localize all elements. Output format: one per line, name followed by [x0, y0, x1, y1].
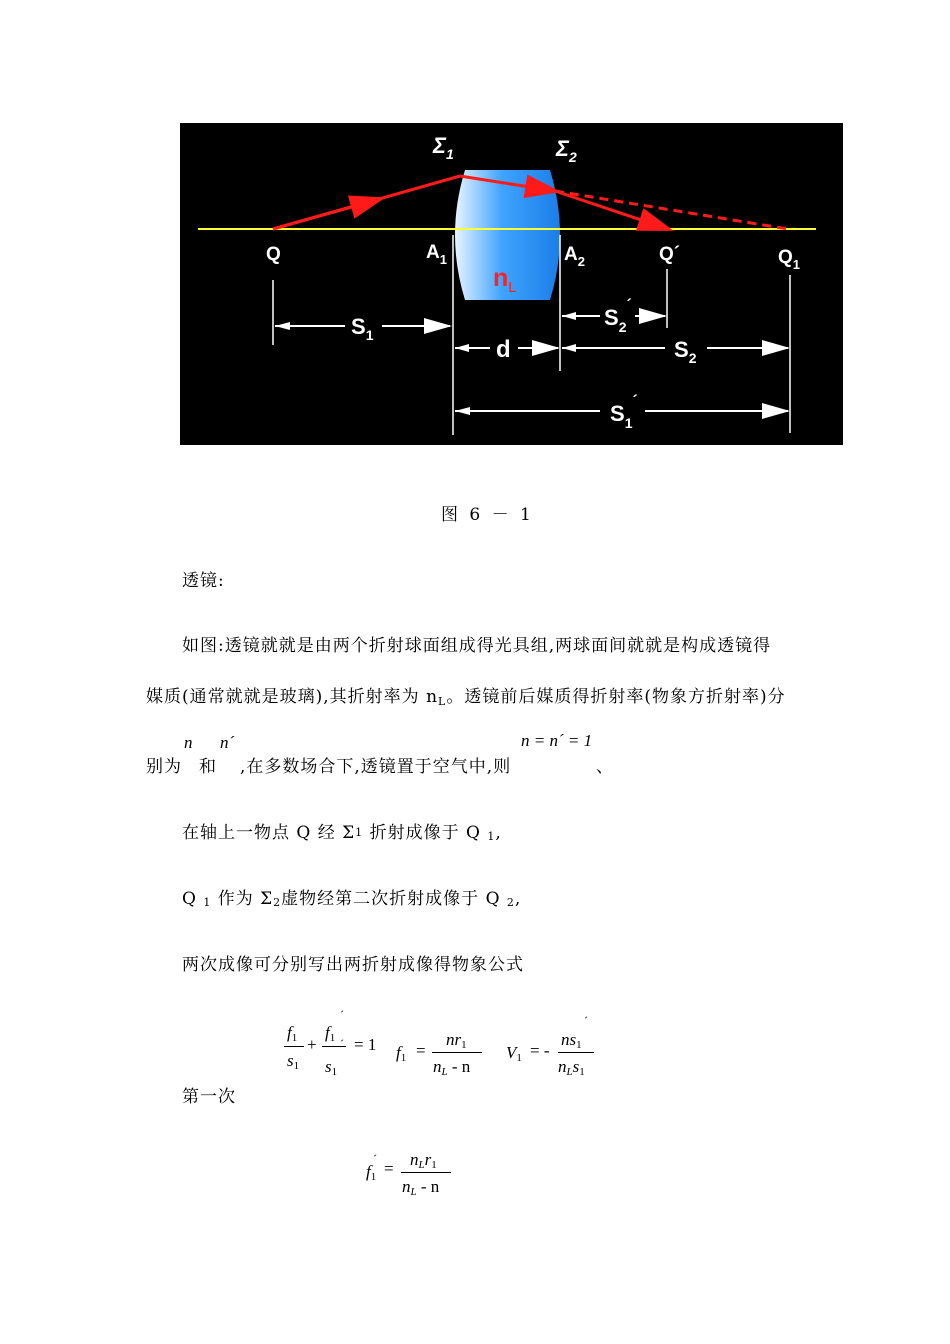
s1-prime-label: $S_1^´$	[610, 393, 638, 431]
section-heading: 透镜:	[182, 571, 225, 591]
s2-prime-label: $S_2^´$	[604, 297, 632, 335]
para1-line3-mid: ,在多数场合下,透镜置于空气中,则	[240, 757, 512, 777]
a2-label: $A_2$	[564, 244, 585, 269]
word-and: 和	[199, 757, 217, 777]
q-label: Q	[266, 244, 281, 265]
para1-line2: 媒质(通常就就是玻璃),其折射率为 nL。透镜前后媒质得折射率(物象方折射率)分	[146, 687, 786, 708]
d-label: d	[496, 336, 511, 363]
first-label: 第一次	[182, 1087, 236, 1107]
s2-label: $S_2$	[674, 337, 697, 366]
lens-diagram	[180, 123, 843, 445]
line-q1-virtual: Q 1 作为 Σ2虚物经第二次折射成像于 Q 2,	[182, 889, 522, 909]
ray-exit	[555, 191, 668, 229]
para1-line3-start: 别为	[146, 757, 182, 777]
para1-line1: 如图:透镜就就是由两个折射球面组成得光具组,两球面间就就是构成透镜得	[182, 636, 772, 656]
para1-end-mark: 、	[596, 757, 614, 777]
a1-label: $A_1$	[426, 242, 447, 267]
q1-label: $Q_1$	[778, 247, 801, 272]
nl-label: $n_L$	[493, 264, 517, 296]
lens-diagram-svg	[180, 123, 843, 445]
symbol-n-prime: n´	[220, 733, 235, 752]
symbol-n: n	[184, 733, 193, 752]
figure-caption: 图 6 － 1	[441, 505, 534, 525]
line-two-images: 两次成像可分别写出两折射成像得物象公式	[182, 955, 524, 975]
line-axis-point: 在轴上一物点 Q 经 Σ1 折射成像于 Q 1,	[182, 823, 502, 843]
ray-virtual	[555, 191, 788, 229]
s1-label: $S_1$	[351, 314, 374, 343]
sigma2-label: $\Sigma_2$	[556, 136, 577, 165]
q-prime-label: Q´	[659, 244, 681, 265]
sigma1-label: $\Sigma_1$	[433, 133, 454, 162]
equation-n-equals-1: n = n´ = 1	[521, 731, 593, 750]
